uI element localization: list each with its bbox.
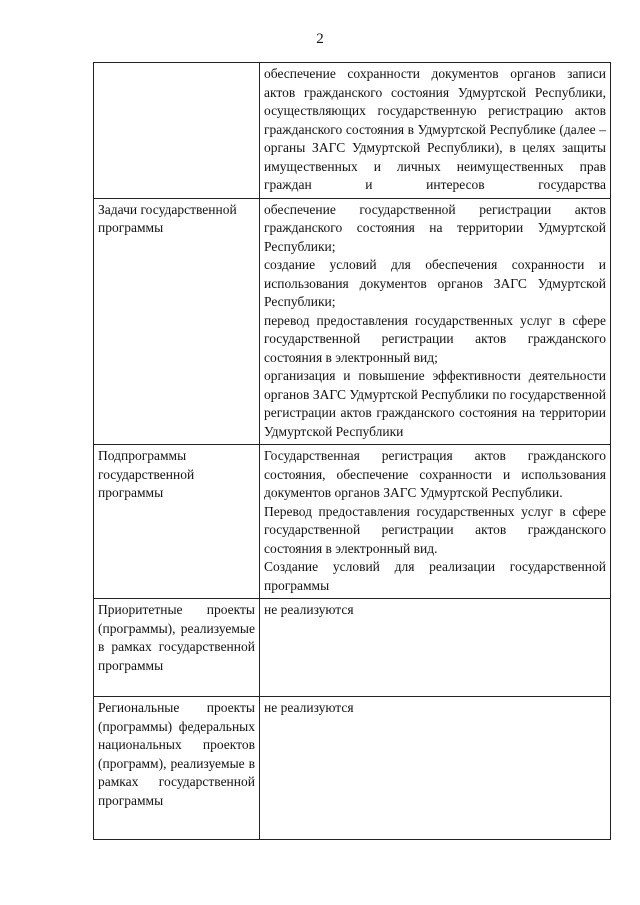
task-item: обеспечение государственной регистрации актов гражданского состояния на территории Удмуртской Республики;	[264, 201, 606, 254]
regional-projects-value: не реализуются	[264, 700, 354, 715]
row-content-goal	[260, 63, 611, 199]
regional-projects-label: Региональные проекты (программы) федеральных национальных проектов (программ), реализуемые в рамках государственной программы	[98, 700, 255, 808]
task-item: перевод предоставления государственных услуг в сфере государственной регистрации актов гражданского состояния в электронный вид;	[264, 312, 606, 365]
row-label-priority-projects	[94, 599, 260, 697]
subprogram-item: Создание условий для реализации государственной программы	[264, 559, 606, 593]
row-label-regional-projects	[94, 697, 260, 840]
task-item: организация и повышение эффективности деятельности органов ЗАГС Удмуртской Республики по государственной регистрации актов гражданского состояния на территории Удмуртской Республики	[264, 368, 606, 439]
subprograms-label: Подпрограммы государственной программы	[98, 448, 195, 500]
goal-text: обеспечение сохранности документов органов записи актов гражданского состояния Удмуртской Республики, осуществляющих государственную регистрацию актов гражданского состояния в Удмуртской Республике (далее – органы ЗАГС Удмуртской Республики), в целях защиты имущественных и личных неимущественных прав граждан и интересов государства	[264, 66, 606, 192]
row-content-regional-projects	[260, 697, 611, 840]
subprogram-item: Государственная регистрация актов гражданского состояния, обеспечение сохранности и использования документов органов ЗАГС Удмуртской Республики.	[264, 448, 606, 500]
program-passport-table	[93, 62, 611, 840]
table-row-regional-projects	[94, 697, 611, 840]
row-label-tasks	[94, 198, 260, 445]
row-content-priority-projects	[260, 599, 611, 697]
row-content-tasks	[260, 198, 611, 445]
row-content-subprograms	[260, 445, 611, 599]
priority-projects-label: Приоритетные проекты (программы), реализуемые в рамках государственной программы	[98, 602, 255, 673]
table-row-goal	[94, 63, 611, 199]
tasks-label: Задачи государственной программы	[98, 201, 237, 235]
row-label-empty	[94, 63, 260, 199]
page-number: 2	[316, 31, 324, 47]
task-item: создание условий для обеспечения сохранности и использования документов органов ЗАГС Удмуртской Республики;	[264, 257, 606, 309]
row-label-subprograms	[94, 445, 260, 599]
table-row-tasks	[94, 198, 611, 445]
table-row-subprograms	[94, 445, 611, 599]
priority-projects-value: не реализуются	[264, 602, 354, 617]
subprogram-item: Перевод предоставления государственных услуг в сфере государственной регистрации актов гражданского состояния в электронный вид.	[264, 503, 606, 556]
table-row-priority-projects	[94, 599, 611, 697]
